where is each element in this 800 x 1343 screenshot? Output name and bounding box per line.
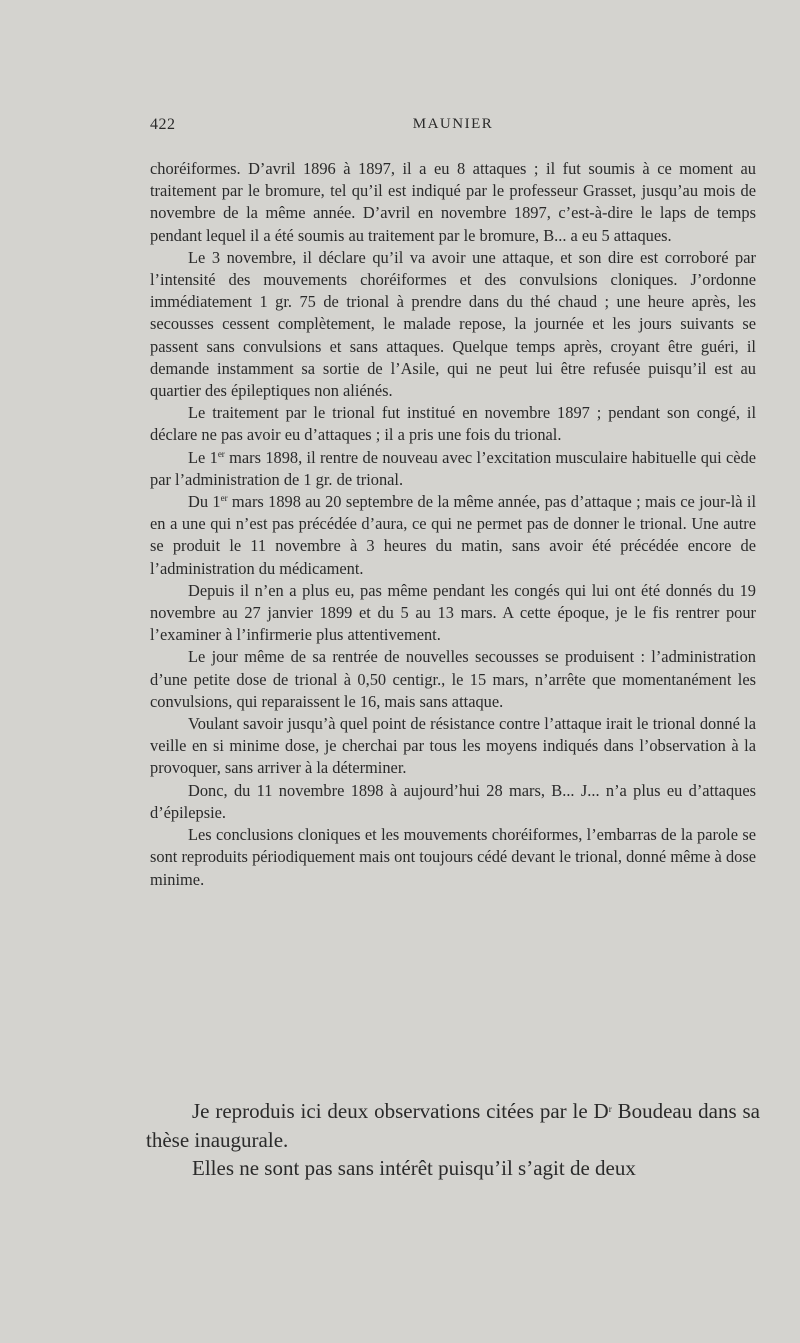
paragraph: Depuis il n’en a plus eu, pas même pendant les congés qui lui ont été donnés du 19 novembre au 27 janvier 1899 et du 5 au 13 mars. A cette époque, je le fis rentrer pour l’examiner à l’infirmerie plus attentivement.: [150, 580, 756, 645]
paragraph: Donc, du 11 novembre 1898 à aujourd’hui 28 mars, B... J... n’a plus eu d’attaques d’épilepsie.: [150, 780, 756, 822]
paragraph: [150, 447, 756, 491]
paragraph: Le 3 novembre, il déclare qu’il va avoir une attaque, et son dire est corroboré par l’intensité des mouvements choréiformes et des convulsions cloniques. J’ordonne immédiatement 1 gr. 75 de trional à prendre dans du thé chaud ; une heure après, les secousses cessent complètement, le malade repose, la journée et les jours suivants se passent sans convulsions et sans attaques. Quelque temps après, croyant être guéri, il demande instamment sa sortie de l’Asile, qui ne peut lui être refusée puisqu’il est au quartier des épileptiques non aliénés.: [150, 247, 756, 401]
page-number: 422: [150, 116, 176, 133]
paragraph: Elles ne sont pas sans intérêt puisqu’il s’agit de deux: [192, 1156, 636, 1180]
paragraph: [146, 1097, 760, 1154]
paragraph-rest: Boudeau dans sa thèse inaugurale.: [146, 1099, 760, 1152]
paragraph: [150, 491, 756, 580]
body-text: [150, 158, 756, 891]
paragraph: Les conclusions cloniques et les mouvements choréiformes, l’embarras de la parole se sont reproduits périodiquement mais ont toujours cédé devant le trional, donné même à dose minime.: [150, 825, 756, 889]
paragraph-rest: mars 1898, il rentre de nouveau avec l’excitation musculaire habituelle qui cède par l’administration de 1 gr. de trional.: [150, 447, 756, 489]
running-head: MAUNIER: [412, 116, 494, 132]
paragraph-lead: Je reproduis ici deux observations citées par le D: [192, 1099, 609, 1123]
paragraph-lead: Le 1: [188, 447, 218, 467]
paragraph: Le jour même de sa rentrée de nouvelles secousses se produisent : l’administration d’une petite dose de trional à 0,50 centigr., le 15 mars, n’arrête que momentanément les convulsions, qui reparaissent le 16, mais sans attaque.: [150, 647, 756, 711]
title-superscript: r: [608, 1104, 612, 1114]
paragraph: Voulant savoir jusqu’à quel point de résistance contre l’attaque irait le trional donné la veille en si minime dose, je cherchai par tous les moyens indiqués dans l’observation à la provoquer, sans arriver à la déterminer.: [150, 714, 756, 778]
page-header: [150, 116, 756, 138]
large-body-text: [146, 1097, 760, 1183]
paragraph: choréiformes. D’avril 1896 à 1897, il a eu 8 attaques ; il fut soumis à ce moment au traitement par le bromure, tel qu’il est indiqué par le professeur Grasset, jusqu’au mois de novembre de la même année. D’avril en novembre 1897, c’est-à-dire le laps de temps pendant lequel il a été soumis au traitement par le bromure, B... a eu 5 attaques.: [150, 159, 756, 245]
paragraph-lead: Du 1: [188, 492, 221, 512]
ordinal-superscript: er: [220, 493, 228, 504]
ordinal-superscript: er: [217, 448, 225, 459]
paragraph-rest: mars 1898 au 20 septembre de la même année, pas d’attaque ; mais ce jour-là il en a une qui n’est pas précédée d’aura, ce qui ne permet pas de donner le trional. Une autre se produit le 11 novembre à 3 heures du matin, sans avoir été précédée encore de l’administration du médicament.: [150, 492, 756, 578]
paragraph: Le traitement par le trional fut institué en novembre 1897 ; pendant son congé, il déclare ne pas avoir eu d’attaques ; il a pris une fois du trional.: [150, 403, 756, 445]
